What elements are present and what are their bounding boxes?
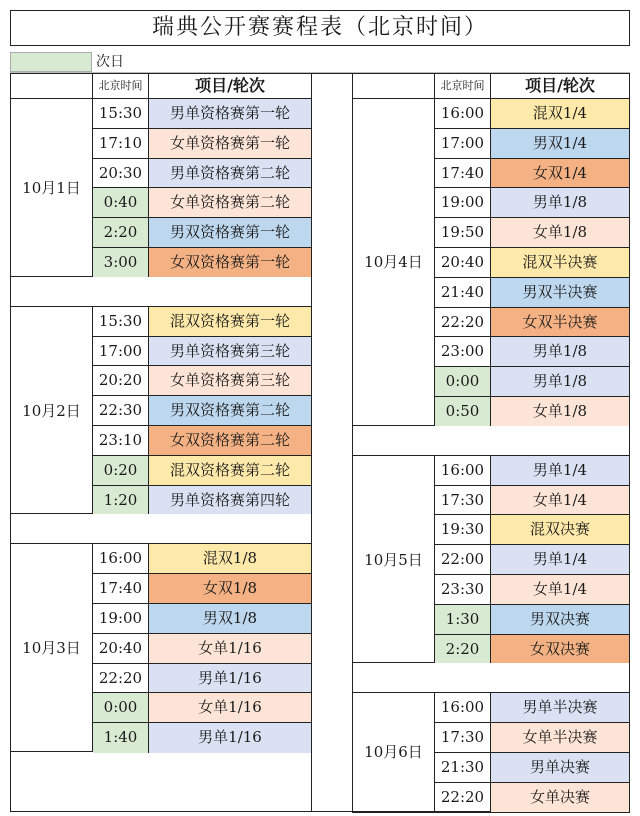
schedule-row	[435, 248, 629, 278]
day-block	[10, 306, 312, 515]
schedule-row	[435, 515, 629, 545]
match-event: 男单1/16	[149, 723, 311, 753]
schedule-row	[93, 218, 311, 248]
match-event: 女双决赛	[491, 635, 629, 665]
match-time: 15:30	[93, 99, 149, 128]
match-time: 15:30	[93, 307, 149, 336]
schedule-row	[93, 159, 311, 189]
schedule-row	[93, 456, 311, 486]
match-event: 男单1/4	[491, 456, 629, 485]
schedule-row	[93, 129, 311, 159]
schedule-row	[435, 693, 629, 723]
header-spacer	[10, 73, 92, 99]
match-time: 23:10	[93, 426, 149, 455]
match-time: 22:20	[435, 783, 491, 813]
column-gutter	[312, 73, 352, 812]
match-time: 19:30	[435, 515, 491, 544]
day-separator	[10, 277, 312, 306]
day-date: 10月1日	[11, 99, 93, 276]
schedule-row	[435, 188, 629, 218]
schedule-row	[93, 634, 311, 664]
schedule-row	[93, 426, 311, 456]
match-time: 22:20	[435, 308, 491, 337]
match-time: 1:40	[93, 723, 149, 753]
match-time: 20:40	[435, 248, 491, 277]
schedule-row	[93, 544, 311, 574]
schedule-row	[435, 575, 629, 605]
schedule-row	[435, 486, 629, 516]
match-event: 男单资格赛第二轮	[149, 159, 311, 188]
column-header	[434, 73, 630, 99]
match-event: 混双资格赛第一轮	[149, 307, 311, 336]
day-block	[352, 98, 630, 426]
match-time: 1:30	[435, 605, 491, 634]
match-time: 3:00	[93, 248, 149, 278]
schedule-row	[93, 188, 311, 218]
match-time: 0:00	[93, 693, 149, 722]
schedule-row	[435, 337, 629, 367]
day-block	[10, 98, 312, 277]
match-event: 男双1/8	[149, 604, 311, 633]
header-event: 项目/轮次	[525, 76, 595, 95]
schedule-row	[93, 337, 311, 367]
day-date: 10月5日	[353, 456, 435, 663]
schedule-row	[93, 693, 311, 723]
day-separator	[10, 514, 312, 543]
match-event: 男双资格赛第二轮	[149, 396, 311, 425]
column-footer	[10, 752, 312, 812]
match-event: 女单决赛	[491, 783, 629, 813]
schedule-row	[435, 456, 629, 486]
match-event: 男单决赛	[491, 753, 629, 782]
schedule-row	[435, 159, 629, 189]
header-time: 北京时间	[435, 74, 491, 98]
match-event: 男单1/16	[149, 664, 311, 693]
match-event: 女单半决赛	[491, 723, 629, 752]
day-date: 10月3日	[11, 544, 93, 751]
match-event: 男单半决赛	[491, 693, 629, 722]
match-event: 女单资格赛第一轮	[149, 129, 311, 158]
day-separator	[352, 426, 630, 455]
match-time: 19:00	[93, 604, 149, 633]
schedule-row	[435, 783, 629, 813]
match-time: 1:20	[93, 486, 149, 516]
header-event: 项目/轮次	[195, 76, 265, 95]
header-spacer	[352, 73, 434, 99]
day-date: 10月4日	[353, 99, 435, 425]
schedule-row	[93, 248, 311, 278]
match-event: 女双1/8	[149, 574, 311, 603]
match-time: 16:00	[435, 99, 491, 128]
match-time: 0:40	[93, 188, 149, 217]
match-time: 23:00	[435, 337, 491, 366]
schedule-row	[93, 307, 311, 337]
match-event: 女双资格赛第二轮	[149, 426, 311, 455]
schedule-row	[435, 605, 629, 635]
match-time: 20:20	[93, 366, 149, 395]
match-event: 混双决赛	[491, 515, 629, 544]
match-event: 男单资格赛第三轮	[149, 337, 311, 366]
match-event: 女单1/8	[491, 397, 629, 427]
match-time: 17:00	[435, 129, 491, 158]
match-time: 17:30	[435, 723, 491, 752]
match-time: 17:40	[93, 574, 149, 603]
match-event: 男单1/8	[491, 188, 629, 217]
schedule-row	[435, 278, 629, 308]
header-time: 北京时间	[93, 74, 149, 98]
schedule-row	[435, 367, 629, 397]
match-event: 男双资格赛第一轮	[149, 218, 311, 247]
schedule-row	[435, 218, 629, 248]
day-separator	[352, 663, 630, 692]
match-event: 男单1/8	[491, 337, 629, 366]
schedule-row	[435, 545, 629, 575]
schedule-row	[93, 604, 311, 634]
match-event: 女单1/16	[149, 634, 311, 663]
match-time: 17:10	[93, 129, 149, 158]
match-time: 0:20	[93, 456, 149, 485]
match-event: 女双1/4	[491, 159, 629, 188]
match-time: 21:40	[435, 278, 491, 307]
match-event: 混双资格赛第二轮	[149, 456, 311, 485]
match-time: 22:20	[93, 664, 149, 693]
match-time: 16:00	[435, 693, 491, 722]
schedule-row	[435, 635, 629, 665]
match-time: 16:00	[435, 456, 491, 485]
match-time: 21:30	[435, 753, 491, 782]
match-event: 女单资格赛第二轮	[149, 188, 311, 217]
match-event: 女单资格赛第三轮	[149, 366, 311, 395]
match-time: 22:00	[435, 545, 491, 574]
match-time: 20:30	[93, 159, 149, 188]
column-footer	[352, 812, 630, 813]
schedule-row	[435, 397, 629, 427]
match-event: 女双资格赛第一轮	[149, 248, 311, 278]
match-event: 男双半决赛	[491, 278, 629, 307]
match-event: 男单资格赛第四轮	[149, 486, 311, 516]
schedule-row	[93, 99, 311, 129]
schedule-row	[435, 308, 629, 338]
match-event: 女单1/8	[491, 218, 629, 247]
match-event: 女单1/16	[149, 693, 311, 722]
match-event: 男单1/4	[491, 545, 629, 574]
match-time: 19:50	[435, 218, 491, 247]
match-time: 20:40	[93, 634, 149, 663]
match-event: 混双半决赛	[491, 248, 629, 277]
match-time: 19:00	[435, 188, 491, 217]
match-time: 17:40	[435, 159, 491, 188]
next-day-legend-swatch	[10, 52, 92, 72]
match-time: 22:30	[93, 396, 149, 425]
day-block	[352, 692, 630, 811]
match-event: 男双1/4	[491, 129, 629, 158]
match-event: 混双1/8	[149, 544, 311, 573]
schedule-row	[93, 723, 311, 753]
schedule-row	[93, 574, 311, 604]
match-time: 2:20	[435, 635, 491, 665]
column-header	[92, 73, 312, 99]
schedule-row	[93, 664, 311, 694]
day-date: 10月6日	[353, 693, 435, 810]
match-time: 0:00	[435, 367, 491, 396]
schedule-row	[435, 99, 629, 129]
next-day-legend-label: 次日	[96, 54, 124, 70]
match-time: 0:50	[435, 397, 491, 427]
day-block	[10, 543, 312, 752]
match-time: 17:00	[93, 337, 149, 366]
match-event: 混双1/4	[491, 99, 629, 128]
match-event: 女单1/4	[491, 575, 629, 604]
schedule-row	[93, 396, 311, 426]
match-time: 2:20	[93, 218, 149, 247]
schedule-row	[435, 723, 629, 753]
schedule-row	[435, 129, 629, 159]
match-event: 女单1/4	[491, 486, 629, 515]
match-time: 17:30	[435, 486, 491, 515]
match-event: 男双决赛	[491, 605, 629, 634]
schedule-row	[435, 753, 629, 783]
match-event: 男单资格赛第一轮	[149, 99, 311, 128]
day-block	[352, 455, 630, 664]
match-event: 女双半决赛	[491, 308, 629, 337]
page-title: 瑞典公开赛赛程表（北京时间）	[10, 10, 630, 46]
match-event: 男单1/8	[491, 367, 629, 396]
match-time: 16:00	[93, 544, 149, 573]
match-time: 23:30	[435, 575, 491, 604]
day-date: 10月2日	[11, 307, 93, 514]
schedule-row	[93, 366, 311, 396]
schedule-row	[93, 486, 311, 516]
